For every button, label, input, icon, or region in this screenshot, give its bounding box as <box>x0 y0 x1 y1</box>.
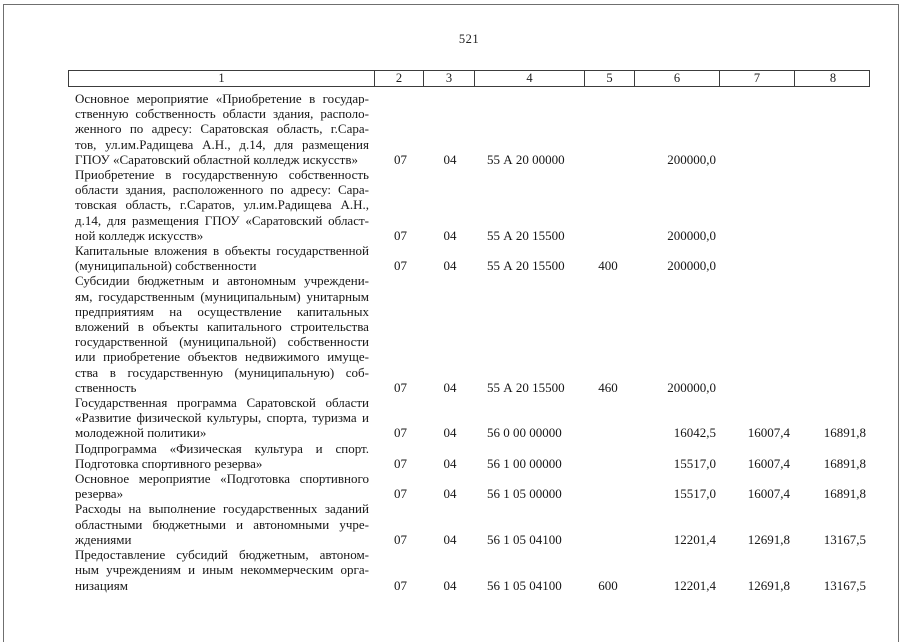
cell-target-article-code: 56 0 00 00000 <box>487 425 562 441</box>
cell-razdel-code: 07 <box>394 577 407 593</box>
cell-razdel-code: 07 <box>394 531 407 547</box>
cell-amount-year3: 13167,5 <box>823 531 866 547</box>
cell-amount-year3: 16891,8 <box>823 455 866 471</box>
cell-razdel-code: 07 <box>394 486 407 502</box>
cell-target-article-code: 56 1 05 04100 <box>487 577 562 593</box>
cell-expense-type-code: 400 <box>598 258 618 274</box>
table-row <box>68 395 870 441</box>
table-row <box>68 243 870 273</box>
cell-amount-year3: 16891,8 <box>823 425 866 441</box>
cell-amount-year1: 200000,0 <box>667 379 716 395</box>
description-line: тов, ул.им.Радищева А.Н., д.14, для размещения <box>75 136 369 152</box>
page-number: 521 <box>458 32 480 46</box>
description-line: «Развитие физической культуры, спорта, туризма и <box>75 410 369 426</box>
description-line: вложений в объекты капитального строительства <box>75 319 369 335</box>
cell-amount-year1: 200000,0 <box>667 227 716 243</box>
cell-amount-year1: 200000,0 <box>667 151 716 167</box>
cell-razdel-code: 07 <box>394 455 407 471</box>
table-row <box>68 91 870 167</box>
table-row <box>68 167 870 243</box>
cell-podrazdel-code: 04 <box>443 455 457 471</box>
cell-podrazdel-code: 04 <box>443 425 457 441</box>
cell-amount-year1: 12201,4 <box>673 577 716 593</box>
description-line: Предоставление субсидий бюджетным, автоном- <box>75 547 369 563</box>
description-line: областными бюджетными и автономными учре- <box>75 516 369 532</box>
header-cell: 2 <box>374 71 423 86</box>
cell-amount-year2: 12691,8 <box>747 577 790 593</box>
cell-razdel-code: 07 <box>394 227 407 243</box>
row-description <box>68 243 373 273</box>
description-line: Подготовка спортивного резерва» <box>75 455 263 471</box>
description-line: женного по адресу: Саратовская область, г.Сара- <box>75 121 369 137</box>
cell-amount-year3: 16891,8 <box>823 486 866 502</box>
description-line: ям, государственным (муниципальным) унитарным <box>75 288 369 304</box>
row-description <box>68 91 373 167</box>
table-row <box>68 501 870 547</box>
cell-target-article-code: 56 1 05 00000 <box>487 486 562 502</box>
description-line: д.14, для размещения ГПОУ «Саратовский област- <box>75 212 369 228</box>
cell-podrazdel-code: 04 <box>443 258 457 274</box>
row-description <box>68 441 373 471</box>
description-line: Приобретение в государственную собственность <box>75 167 369 183</box>
cell-razdel-code: 07 <box>394 425 407 441</box>
table-row <box>68 441 870 471</box>
cell-amount-year3: 13167,5 <box>823 577 866 593</box>
row-description <box>68 395 373 441</box>
cell-expense-type-code: 460 <box>598 379 618 395</box>
header-cell: 8 <box>794 71 871 86</box>
description-line: области здания, расположенного по адресу: Сара- <box>75 182 369 198</box>
cell-podrazdel-code: 04 <box>443 227 457 243</box>
description-line: ства в государственную (муниципальную) соб- <box>75 364 369 380</box>
table-row <box>68 273 870 395</box>
description-line: предприятиям на осуществление капитальных <box>75 303 369 319</box>
table-row <box>68 471 870 501</box>
description-line: Расходы на выполнение государственных заданий <box>75 501 369 517</box>
cell-target-article-code: 55 А 20 00000 <box>487 151 565 167</box>
description-line: Капитальные вложения в объекты государственной <box>75 243 369 259</box>
description-line: ной колледж искусств» <box>75 227 204 243</box>
description-line: товская область, г.Саратов, ул.им.Радищева А.Н., <box>75 197 369 213</box>
cell-expense-type-code: 600 <box>598 577 618 593</box>
cell-podrazdel-code: 04 <box>443 577 457 593</box>
table-row <box>68 547 870 593</box>
header-cell: 3 <box>423 71 474 86</box>
cell-amount-year1: 15517,0 <box>673 486 716 502</box>
description-line: молодежной политики» <box>75 425 207 441</box>
header-cell: 7 <box>719 71 794 86</box>
description-line: (муниципальной) собственности <box>75 258 257 274</box>
description-line: или приобретение объектов недвижимого имуще- <box>75 349 369 365</box>
table-header-row <box>68 70 870 87</box>
description-line: низациям <box>75 577 128 593</box>
budget-table <box>68 70 870 593</box>
cell-target-article-code: 56 1 05 04100 <box>487 531 562 547</box>
description-line: Субсидии бюджетным и автономным учреждени- <box>75 273 369 289</box>
description-line: Основное мероприятие «Приобретение в государ- <box>75 91 369 106</box>
description-line: Государственная программа Саратовской области <box>75 395 369 411</box>
cell-razdel-code: 07 <box>394 258 407 274</box>
description-line: резерва» <box>75 486 124 502</box>
description-line: ждениями <box>75 531 132 547</box>
cell-target-article-code: 55 А 20 15500 <box>487 379 565 395</box>
header-cell: 5 <box>584 71 634 86</box>
row-description <box>68 167 373 243</box>
cell-target-article-code: 55 А 20 15500 <box>487 227 565 243</box>
cell-amount-year2: 12691,8 <box>747 531 790 547</box>
cell-amount-year2: 16007,4 <box>747 455 790 471</box>
description-line: Основное мероприятие «Подготовка спортивного <box>75 471 369 487</box>
description-line: ным учреждениям и иным некоммерческим орга- <box>75 562 369 578</box>
cell-razdel-code: 07 <box>394 151 407 167</box>
description-line: ГПОУ «Саратовский областной колледж искусств» <box>75 151 358 167</box>
description-line: ственность <box>75 379 137 395</box>
cell-podrazdel-code: 04 <box>443 486 457 502</box>
header-cell: 4 <box>474 71 584 86</box>
row-description <box>68 547 373 593</box>
cell-amount-year2: 16007,4 <box>747 425 790 441</box>
header-cell: 6 <box>634 71 719 86</box>
cell-amount-year1: 16042,5 <box>673 425 716 441</box>
table-body <box>68 87 870 593</box>
cell-amount-year1: 12201,4 <box>673 531 716 547</box>
cell-amount-year1: 15517,0 <box>673 455 716 471</box>
description-line: Подпрограмма «Физическая культура и спорт. <box>75 440 369 456</box>
cell-podrazdel-code: 04 <box>443 379 457 395</box>
row-description <box>68 471 373 501</box>
row-description <box>68 273 373 395</box>
cell-podrazdel-code: 04 <box>443 151 457 167</box>
cell-podrazdel-code: 04 <box>443 531 457 547</box>
row-description <box>68 501 373 547</box>
cell-target-article-code: 56 1 00 00000 <box>487 455 562 471</box>
cell-amount-year2: 16007,4 <box>747 486 790 502</box>
description-line: ственную собственность области здания, располо- <box>75 106 369 122</box>
cell-target-article-code: 55 А 20 15500 <box>487 258 565 274</box>
cell-amount-year1: 200000,0 <box>667 258 716 274</box>
header-cell: 1 <box>218 71 225 85</box>
cell-razdel-code: 07 <box>394 379 407 395</box>
description-line: государственной (муниципальной) собственности <box>75 334 369 350</box>
